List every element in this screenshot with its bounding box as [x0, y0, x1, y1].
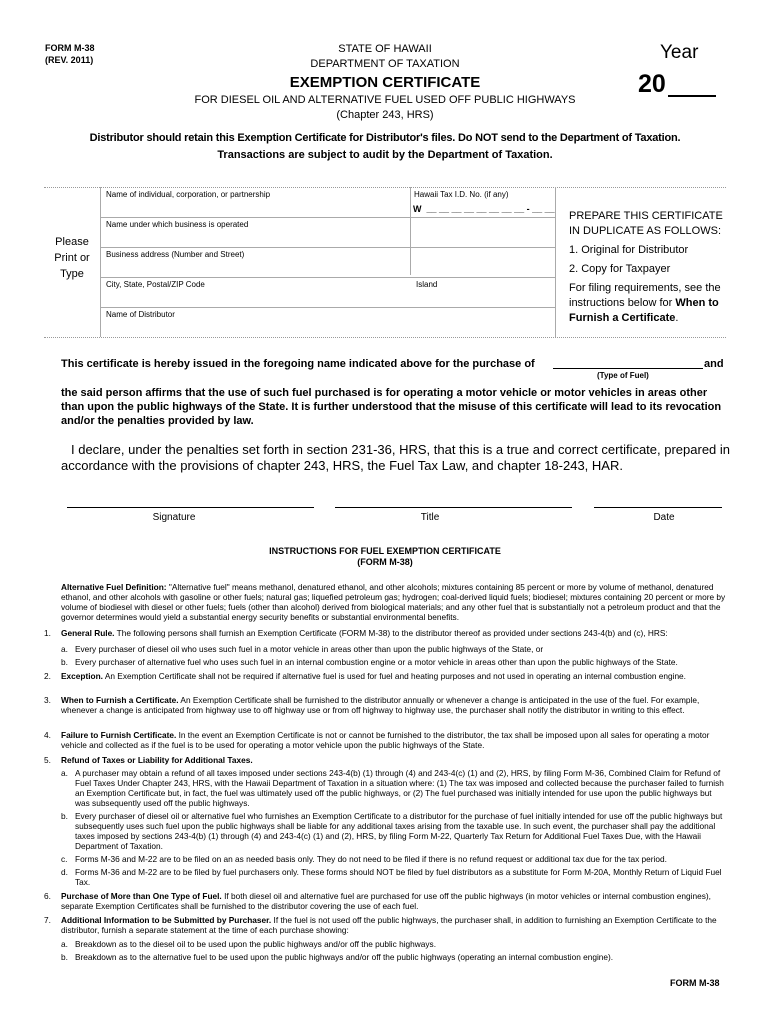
year-input-line[interactable] — [668, 95, 716, 97]
city-field[interactable] — [100, 277, 555, 308]
title-line[interactable] — [335, 507, 572, 508]
instruction-item: 1. General Rule. The following persons shall furnish an Exemption Certificate (FORM M-38) to the distributor thereof as provided under sections 243-4(b) and (c), HRS: — [44, 628, 668, 638]
instruction-item: c. Forms M-36 and M-22 are to be filed on an as needed basis only. They do not need to be filed if there is no refund request or additional tax due for the tax period. — [61, 854, 667, 864]
chapter-ref: (Chapter 243, HRS) — [336, 109, 434, 121]
issued-statement: This certificate is hereby issued in the foregoing name indicated above for the purchase of — [61, 358, 535, 370]
instruction-item: 6. Purchase of More than One Type of Fuel. If both diesel oil and alternative fuel are purchased for use off the public highways (in motor vehicles or internal combustion engines), separate Exemption Certificates shall be furnished to the distributor covering the use of each fuel. — [44, 891, 711, 911]
alt-fuel-definition: Alternative Fuel Definition: "Alternative fuel" means methanol, denatured ethanol, and other alcohols; mixtures containing 85 percent or more by volume of methanol, denatured ethanol, and other alcohols with gasoline or other fuels; natural gas; liquefied petroleum gas; hydrogen; coal-derived liquid fuels; biodiesel; mixtures containing 20 percent or more by volume of biodiesel with diesel or other fuels; fuels (other than alcohol) derived from biological materials; and any other fuel that is substantially not a petroleum product and that the governor determines would yield a substantial energy security benefits or substantial environmental benefits. — [61, 582, 726, 622]
address-label: Business address (Number and Street) — [106, 250, 245, 259]
signature-label: Signature — [152, 512, 196, 523]
instruction-item: a. Breakdown as to the diesel oil to be used upon the public highways and/or off the public highways. — [61, 939, 436, 949]
affirmation-text: the said person affirms that the use of such fuel purchased is for operating a motor vehicle or motor vehicles in areas other than upon the public highways of the State. It is further understood that the misuse of this certificate will lead to its revocation and/or the penalties provided by law. — [61, 387, 722, 427]
retain-notice: Distributor should retain this Exemption Certificate for Distributor's files. Do NOT send to the Department of Taxation. — [89, 132, 681, 144]
field-border-right — [555, 187, 556, 337]
instruction-item: 7. Additional Information to be Submitted by Purchaser. If the fuel is not used off the public highways, the purchaser shall, in addition to furnishing an Exemption Certificate to the distributor, furnish a separate statement at the time of each purchase showing: — [44, 915, 717, 935]
business-name-label: Name under which business is operated — [106, 220, 249, 229]
state-name: STATE OF HAWAII — [338, 43, 432, 55]
distributor-label: Name of Distributor — [106, 310, 175, 319]
taxid-field[interactable]: W __ __ __ __ __ __ __ __ - __ __ — [413, 204, 555, 214]
form-title: EXEMPTION CERTIFICATE — [289, 74, 481, 91]
island-label: Island — [416, 280, 438, 289]
section-divider-bottom — [44, 337, 726, 338]
instruction-item: a. Every purchaser of diesel oil who uses such fuel in a motor vehicle in areas other than upon the public highways of the State, or — [61, 644, 544, 654]
taxid-label: Hawaii Tax I.D. No. (if any) — [414, 190, 509, 199]
instructions-list — [44, 628, 727, 965]
name-field[interactable] — [100, 187, 555, 218]
footer-form-id: FORM M-38 — [670, 978, 720, 988]
instruction-item: 3. When to Furnish a Certificate. An Exemption Certificate shall be furnished to the distributor annually or whenever a change is anticipated in the use of the fuel. For example, whenever a change is anticipated from highway use to off highway use or from off highway to highway use, the purchaser shall notify the distributor in writing to this effect. — [44, 695, 700, 715]
fuel-type-input[interactable] — [553, 368, 703, 369]
instructions-subheading: (FORM M-38) — [357, 557, 413, 567]
print-type-label: Please Print or Type — [54, 236, 90, 280]
instruction-item: 2. Exception. An Exemption Certificate shall not be required if alternative fuel is used for fuel and heating purposes and not used in operating an internal combustion engine. — [44, 671, 686, 681]
year-label: Year — [660, 42, 699, 63]
name-label: Name of individual, corporation, or partnership — [106, 190, 271, 199]
instruction-item: b. Breakdown as to the alternative fuel to be used upon the public highways and/or off the public highways (operating an internal combustion engine). — [61, 952, 614, 962]
prepare-instructions: PREPARE THIS CERTIFICATE IN DUPLICATE AS FOLLOWS: 1. Original for Distributor 2. Copy for Taxpayer For filing requirements, see the instructions below for When to Furnish a Certificate. — [569, 210, 723, 324]
date-label: Date — [653, 512, 675, 523]
business-name-field[interactable] — [100, 217, 555, 248]
date-line[interactable] — [594, 507, 722, 508]
signature-line[interactable] — [67, 507, 314, 508]
department-name: DEPARTMENT OF TAXATION — [310, 58, 460, 70]
and-text: and — [704, 358, 724, 370]
instruction-item: 4. Failure to Furnish Certificate. In the event an Exemption Certificate is not or cannot be furnished to the distributor, the tax shall be imposed upon all sales for operating a motor vehicle and collected as if the fuel is to be used for operating a motor vehicle upon the public highways of the State. — [44, 730, 710, 750]
instructions-heading: INSTRUCTIONS FOR FUEL EXEMPTION CERTIFICATE — [269, 546, 501, 556]
year-prefix: 20 — [638, 70, 666, 98]
fuel-type-label: (Type of Fuel) — [597, 371, 649, 380]
form-revision: (REV. 2011) — [45, 55, 94, 65]
instruction-item: d. Forms M-36 and M-22 are to be filed by fuel purchasers only. These forms should NOT be filed by fuel distributors as a substitute for Form M-20A, Monthly Return of Liquid Fuel Tax. — [61, 867, 722, 887]
instruction-item: b. Every purchaser of alternative fuel who uses such fuel in an internal combustion engine or a motor vehicle in areas other than upon the public highways of the State. — [61, 657, 678, 667]
instruction-item: a. A purchaser may obtain a refund of all taxes imposed under sections 243-4(b) (1) through (4) and 243-4(c) (1) and (2), HRS, by filing Form M-36, Combined Claim for Refund of Fuel Taxes Under Chapter 243, HRS, with the Hawaii Department of Taxation in a situation where: (1) The tax was imposed and collected because the purchaser failed to furnish an Exemption Certificate but, in fact, the fuel was ultimately used off the public highways, or (2) The fuel purchased was initially intended for use upon the public highways but was subsequently used off the public highways. — [61, 768, 724, 808]
instruction-item: b. Every purchaser of diesel oil or alternative fuel who furnishes an Exemption Certificate to a distributor for the purchase of fuel initially intended for use off the public highways but subsequently uses such fuel upon the public highways shall be liable for any additional taxes arising from the taxable use. In such event, the purchaser shall pay the additional taxes imposed by sections 243-4(b) (1) through (4) and 243-4(c) (1) and (2), HRS, by filing Form M-22, Quarterly Tax Return for Additional Fuel Taxes Due, with the Hawaii Department of Taxation. — [61, 811, 723, 851]
distributor-field[interactable] — [100, 307, 555, 337]
audit-notice: Transactions are subject to audit by the Department of Taxation. — [217, 149, 553, 161]
instruction-item: 5. Refund of Taxes or Liability for Additional Taxes. — [44, 755, 253, 765]
declaration-text: I declare, under the penalties set forth in section 231-36, HRS, that this is a true and correct certificate, prepared in accordance with the provisions of chapter 243, HRS, the Fuel Tax Law, and chapter 18-243, HAR. — [61, 442, 731, 473]
city-label: City, State, Postal/ZIP Code — [106, 280, 205, 289]
title-label: Title — [420, 512, 440, 523]
address-field[interactable] — [100, 247, 555, 278]
form-number: FORM M-38 — [45, 43, 95, 53]
form-subtitle: FOR DIESEL OIL AND ALTERNATIVE FUEL USED OFF PUBLIC HIGHWAYS — [194, 94, 576, 106]
